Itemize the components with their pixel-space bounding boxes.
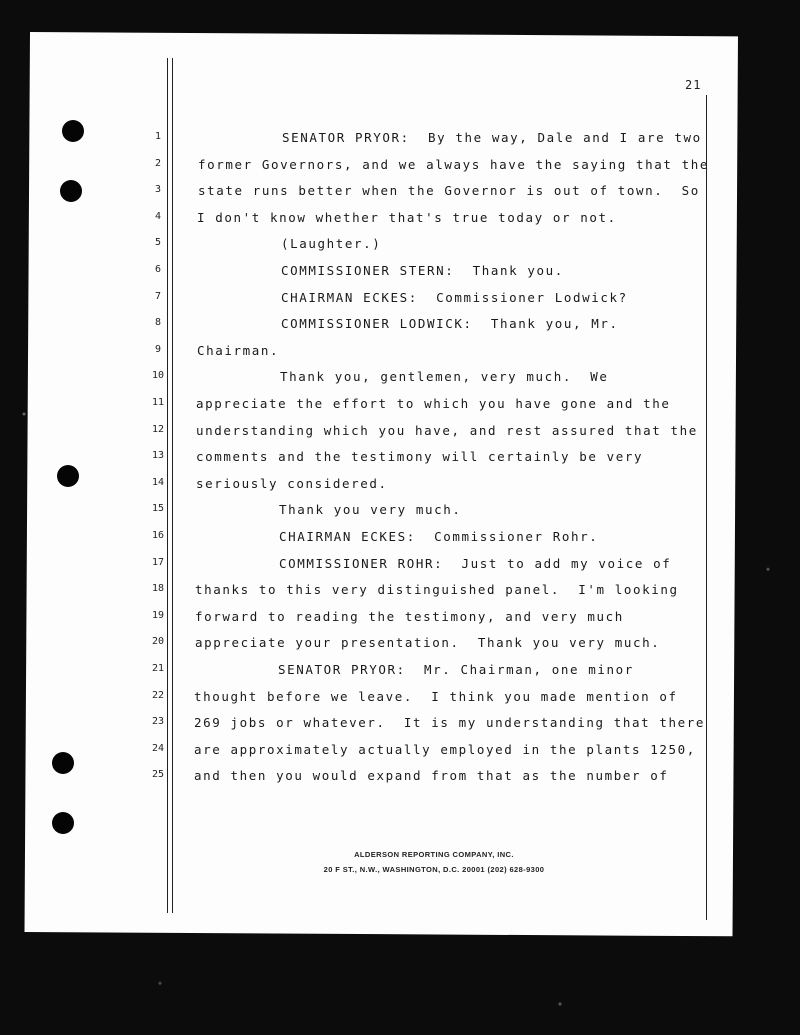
transcript-line: I don't know whether that's true today or not. [197,210,617,225]
line-number: 8 [154,317,162,328]
transcript-line: Chairman. [197,343,280,358]
transcript-line: thought before we leave. I think you made mention of [194,689,678,704]
transcript-line: SENATOR PRYOR: By the way, Dale and I are two [282,130,702,145]
line-number: 17 [151,557,165,568]
line-number: 7 [154,291,162,302]
line-number: 5 [154,237,162,248]
margin-rule-left-double [172,58,173,913]
line-number: 19 [151,610,165,621]
line-number: 24 [151,743,165,754]
transcript-line: former Governors, and we always have the saying that the [198,157,710,172]
transcript-line: Thank you very much. [279,502,462,517]
transcript-line: CHAIRMAN ECKES: Commissioner Rohr. [279,529,599,544]
line-number: 14 [151,477,165,488]
transcript-line: are approximately actually employed in the plants 1250, [194,742,696,757]
line-number: 15 [151,503,165,514]
transcript-line: COMMISSIONER STERN: Thank you. [281,263,564,278]
transcript-line: COMMISSIONER ROHR: Just to add my voice of [279,556,672,571]
line-number: 21 [151,663,165,674]
line-number: 10 [151,370,165,381]
transcript-line: understanding which you have, and rest assured that the [196,423,698,438]
line-number: 6 [154,264,162,275]
punch-hole-icon [60,180,82,202]
transcript-line: and then you would expand from that as the number of [194,768,669,783]
line-number: 4 [154,211,162,222]
punch-hole-icon [57,465,79,487]
transcript-line: COMMISSIONER LODWICK: Thank you, Mr. [281,316,619,331]
line-number: 25 [151,769,165,780]
line-number: 22 [151,690,165,701]
punch-hole-icon [52,812,74,834]
line-number: 1 [154,131,162,142]
line-number: 9 [154,344,162,355]
margin-rule-right [706,95,707,920]
transcript-line: appreciate your presentation. Thank you very much. [195,635,661,650]
transcript-line: thanks to this very distinguished panel. I'm looking [195,582,679,597]
transcript-line: (Laughter.) [281,236,382,251]
line-number: 2 [154,158,162,169]
transcript-line: 269 jobs or whatever. It is my understanding that there [194,715,706,730]
line-number: 20 [151,636,165,647]
punch-hole-icon [52,752,74,774]
transcript-line: SENATOR PRYOR: Mr. Chairman, one minor [278,662,634,677]
punch-hole-icon [62,120,84,142]
line-number: 3 [154,184,162,195]
transcript-line: appreciate the effort to which you have gone and the [196,396,671,411]
transcript-line: Thank you, gentlemen, very much. We [280,369,609,384]
reporter-footer [284,850,584,874]
line-number: 16 [151,530,165,541]
transcript-line: CHAIRMAN ECKES: Commissioner Lodwick? [281,290,628,305]
transcript-line: seriously considered. [196,476,388,491]
line-number: 23 [151,716,165,727]
line-number: 11 [151,397,165,408]
reporting-company-name: ALDERSON REPORTING COMPANY, INC. [354,850,514,859]
transcript-line: comments and the testimony will certainly be very [196,449,644,464]
line-number: 12 [151,424,165,435]
line-number: 18 [151,583,165,594]
page-number: 21 [685,78,702,92]
transcript-line: state runs better when the Governor is out of town. So [198,183,700,198]
line-number: 13 [151,450,165,461]
transcript-line: forward to reading the testimony, and very much [195,609,624,624]
reporting-company-address: 20 F ST., N.W., WASHINGTON, D.C. 20001 (202) 628-9300 [323,865,545,874]
